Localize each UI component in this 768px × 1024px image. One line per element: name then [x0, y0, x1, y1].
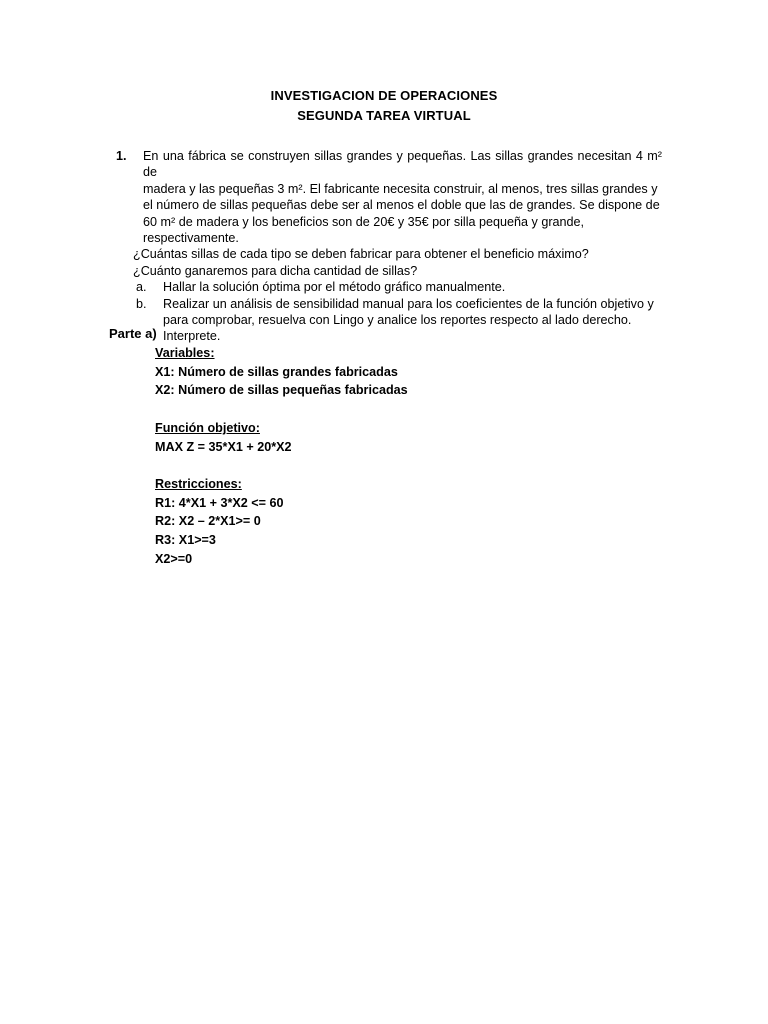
question-1: ¿Cuántas sillas de cada tipo se deben fabricar para obtener el beneficio máximo? — [133, 247, 589, 262]
variables-heading: Variables: — [155, 346, 215, 360]
constraints-heading: Restricciones: — [155, 476, 242, 491]
question-2: ¿Cuánto ganaremos para dicha cantidad de sillas? — [133, 263, 418, 278]
option-line: Realizar un análisis de sensibilidad manual para los coeficientes de la función objetivo y — [163, 296, 654, 311]
objective-function: MAX Z = 35*X1 + 20*X2 — [155, 439, 292, 454]
option-label: b. — [136, 296, 147, 311]
problem-number: 1. — [116, 149, 127, 163]
part-a-solution — [155, 344, 408, 568]
option-text — [163, 296, 662, 345]
option-line: Interprete. — [163, 329, 221, 344]
option-text — [163, 279, 662, 295]
option-line: para comprobar, resuelva con Lingo y analice los reportes respecto al lado derecho. — [163, 313, 632, 328]
option-label: a. — [136, 280, 147, 295]
option-a — [136, 279, 662, 295]
constraint-line: X2>=0 — [155, 551, 193, 566]
document-title: INVESTIGACION DE OPERACIONES — [270, 88, 498, 103]
constraint-line: R1: 4*X1 + 3*X2 <= 60 — [155, 495, 284, 510]
option-line: Hallar la solución óptima por el método gráfico manualmente. — [163, 280, 506, 295]
document-subtitle: SEGUNDA TAREA VIRTUAL — [297, 108, 471, 123]
option-b — [136, 296, 662, 345]
spacer — [155, 400, 408, 419]
spacer — [155, 456, 408, 475]
problem-statement — [116, 148, 662, 345]
variable-line: X2: Número de sillas pequeñas fabricadas — [155, 383, 408, 398]
statement-line: respectivamente. — [143, 231, 239, 246]
statement-line: el número de sillas pequeñas debe ser al menos el doble que las de grandes. Se dispone de — [143, 198, 660, 213]
variable-line: X1: Número de sillas grandes fabricadas — [155, 364, 398, 379]
objective-heading: Función objetivo: — [155, 420, 260, 435]
constraint-line: R3: X1>=3 — [155, 533, 216, 547]
statement-line: 60 m² de madera y los beneficios son de 20€ y 35€ por silla pequeña y grande, — [143, 214, 585, 229]
constraint-line: R2: X2 – 2*X1>= 0 — [155, 514, 261, 529]
part-a-heading: Parte a) — [109, 326, 157, 341]
statement-line: madera y las pequeñas 3 m². El fabricante necesita construir, al menos, tres sillas grandes y — [143, 181, 658, 196]
statement-line: En una fábrica se construyen sillas grandes y pequeñas. Las sillas grandes necesitan 4 m² de — [143, 149, 662, 180]
problem-text — [143, 148, 662, 246]
